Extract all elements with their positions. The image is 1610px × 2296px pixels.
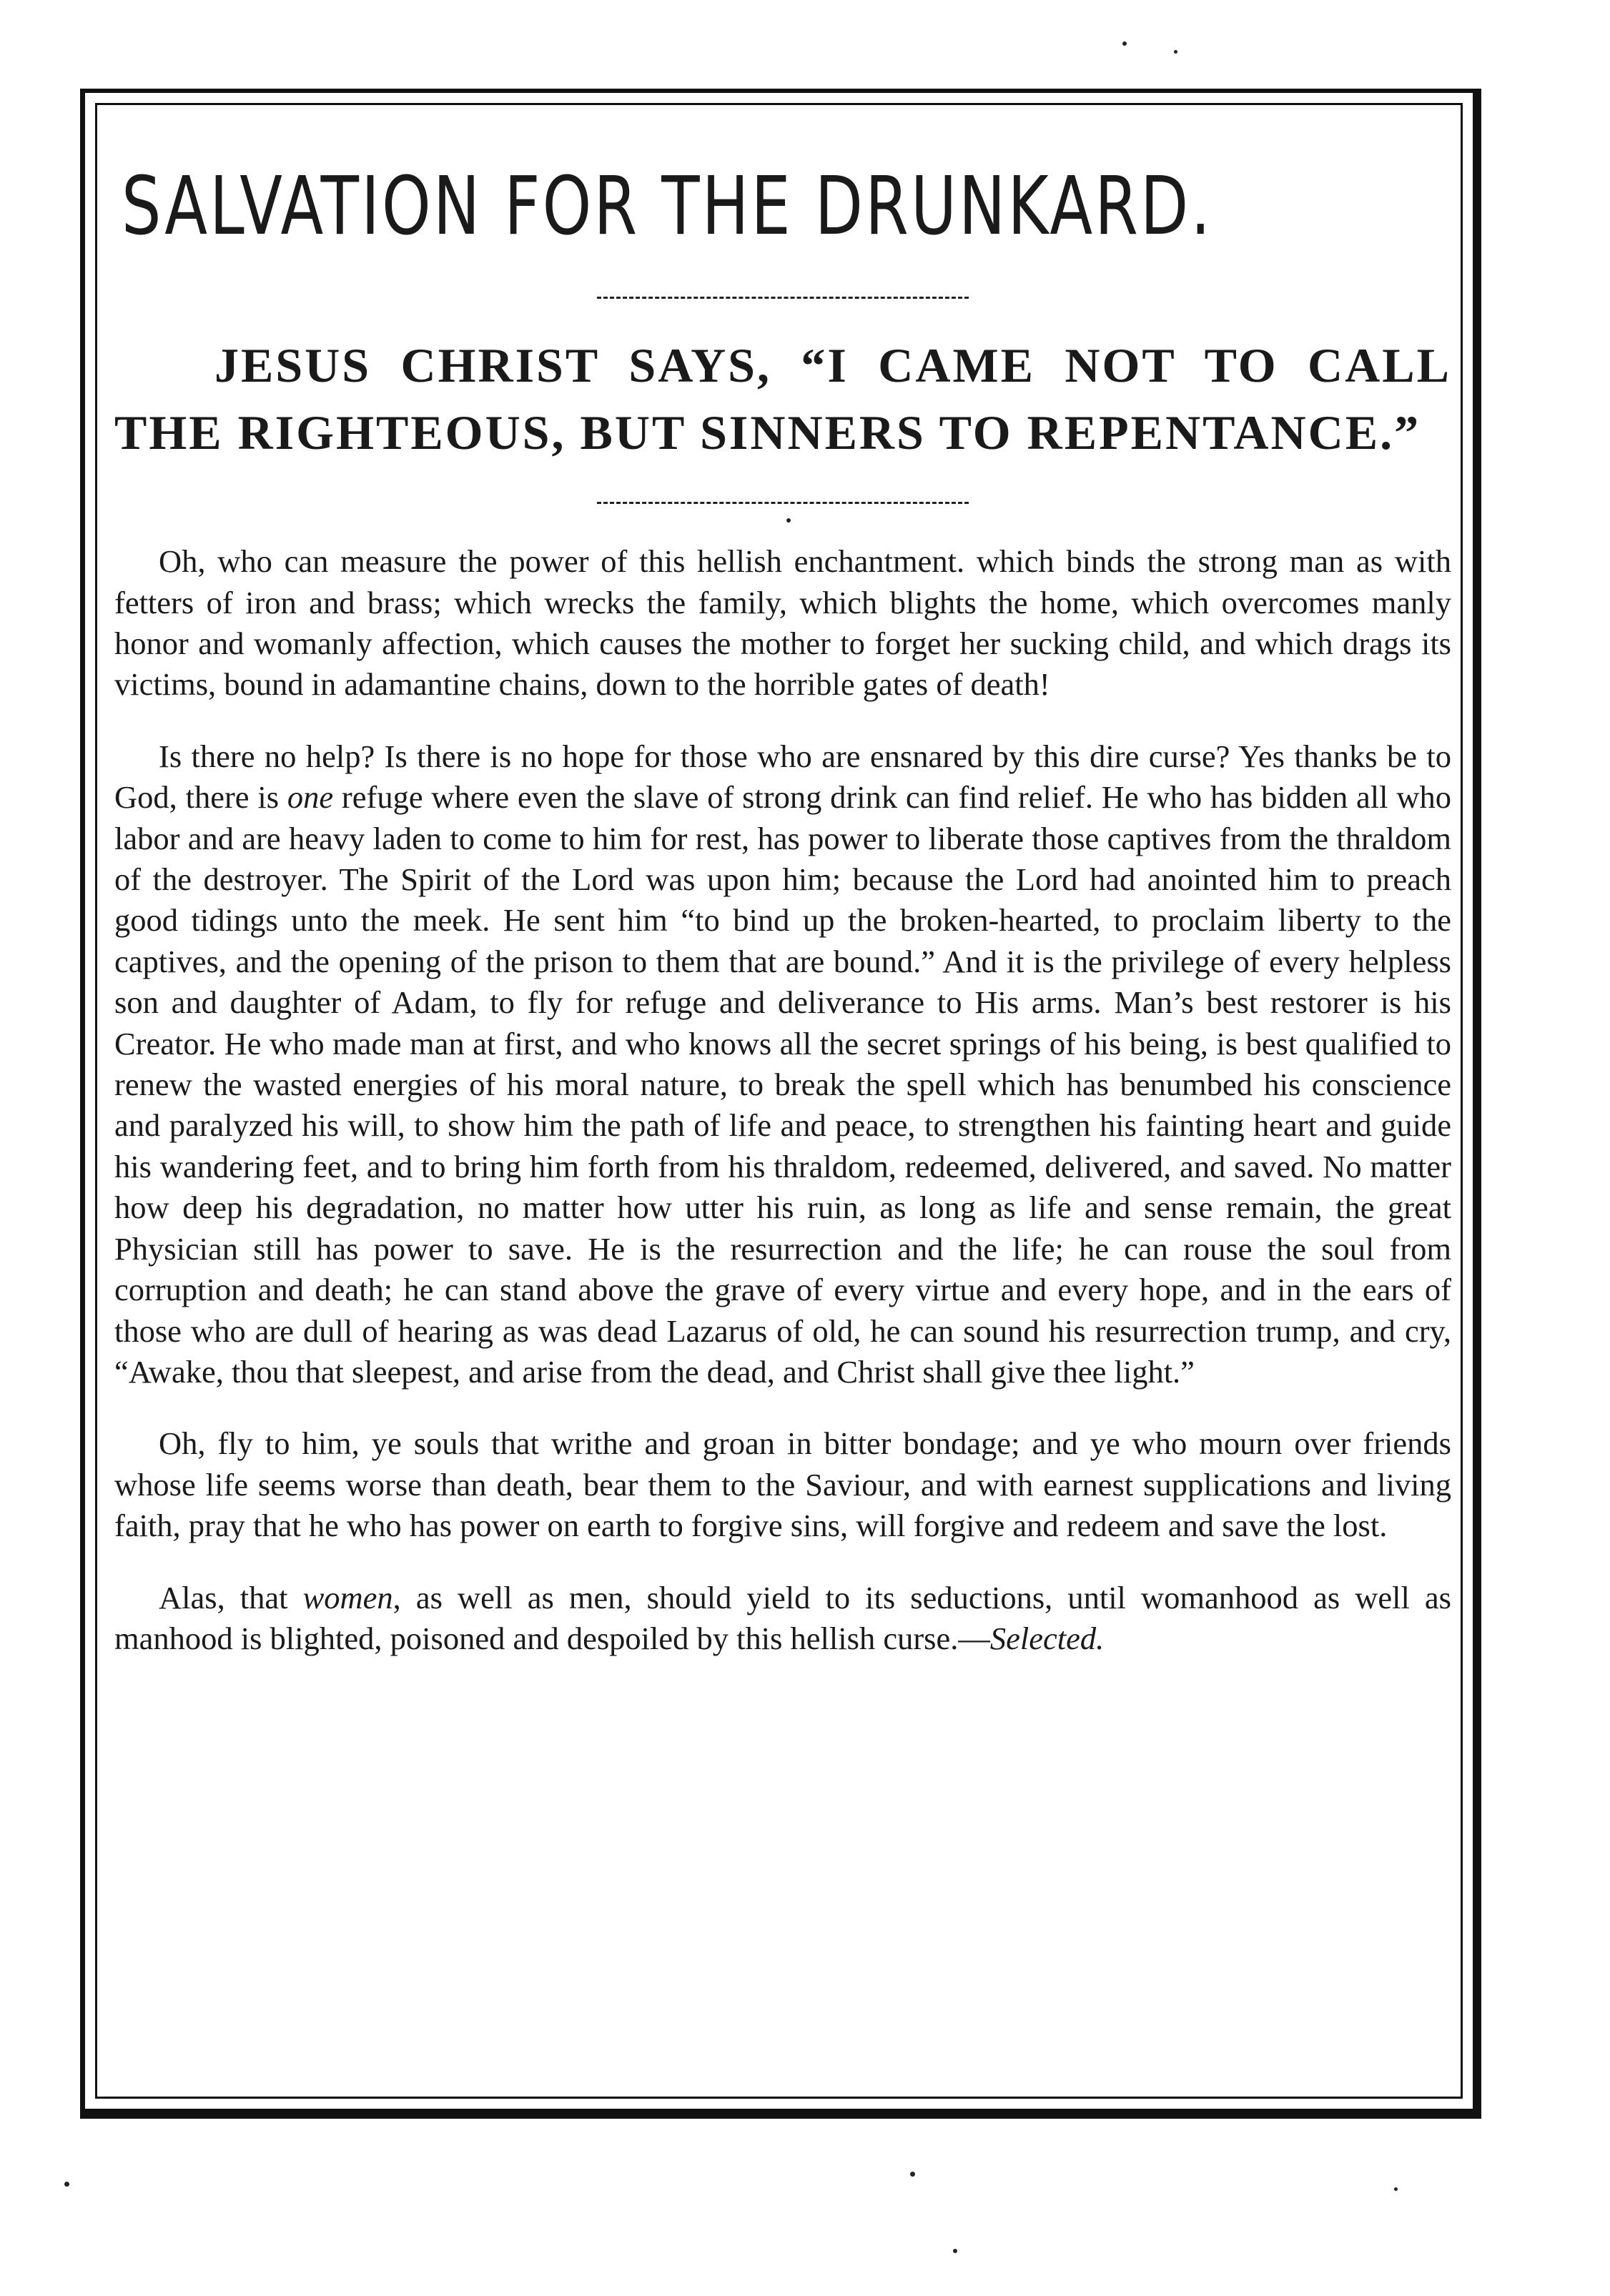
paragraph-4-rest: , as well as men, should yield to its seductions, until womanhood as well as manhood is blighted, poisoned and despoiled by this hellish curse.— [114,1579,1451,1656]
paragraph-2-rest: refuge where even the slave of strong drink can find relief. He who has bidden all who labor and are heavy laden to come to him for rest, has power to liberate those captives from the thraldom of the destroyer. The Spirit of the Lord was upon him; because the Lord had anointed him to preach good tidings unto the meek. He sent him “to bind up the broken-hearted, to proclaim liberty to the captives, and the opening of the prison to them that are bound.” And it is the privilege of every helpless son and daughter of Adam, to fly for refuge and deliverance to His arms. Man’s best restorer is his Creator. He who made man at first, and who knows all the secret springs of his being, is best qualified to renew the wasted energies of his moral nature, to break the spell which has benumbed his conscience and paralyzed his will, to show him the path of life and peace, to strengthen his fainting heart and guide his wandering feet, and to bring him forth from his thraldom, redeemed, delivered, and saved. No matter how deep his degradation, no matter how utter his ruin, as long as life and sense remain, the great Physician still has power to save. He is the resurrection and the life; he can rouse the soul from corruption and death; he can stand above the grave of every virtue and every hope, and in the ears of those who are dull of hearing as was dead Lazarus of old, he can sound his resurrection trump, and cry, “Awake, thou that sleepest, and arise from the dead, and Christ shall give thee light.” [114,779,1451,1390]
paragraph-4 [114,1578,1451,1660]
paragraph-2-lead: Is there no help? Is there is no hope for those who are ensnared by this dire curse? Yes thanks be to God, there is [114,738,1451,816]
paragraph-2 [114,736,1451,1393]
paragraph-3: Oh, fly to him, ye souls that writhe and groan in bitter bondage; and ye who mourn over friends whose life seems worse than death, bear them to the Saviour, and with earnest supplications and living faith, pray that he who has power on earth to forgive sins, will forgive and redeem and save the lost. [114,1425,1451,1544]
ink-speck [786,518,791,523]
article-title: SALVATION FOR THE DRUNKARD. [122,160,1213,253]
article [114,100,1451,1690]
ink-speck [1122,41,1127,46]
scripture-quote: JESUS CHRIST SAYS, “I CAME NOT TO CALL THE RIGHTEOUS, BUT SINNERS TO REPENTANCE.” [114,338,1451,460]
ink-speck [1394,2187,1398,2191]
ink-speck [910,2172,915,2177]
title-divider [597,297,969,299]
paragraph-4-emphasis: women [302,1579,393,1615]
ink-speck [64,2182,69,2187]
article-body [114,541,1451,1659]
paragraph-1: Oh, who can measure the power of this hellish enchantment. which binds the strong man as with fetters of iron and brass; which wrecks the family, which blights the home, which overcomes manly honor and womanly affection, which causes the mother to forget her sucking child, and which drags its victims, bound in adamantine chains, down to the horrible gates of death! [114,543,1451,703]
paragraph-4-lead: Alas, that [159,1579,303,1615]
signature: Selected. [989,1620,1105,1656]
ink-speck [1174,50,1177,54]
quote-divider [597,502,969,504]
ink-speck [953,2249,957,2253]
paragraph-2-emphasis: one [287,779,334,816]
